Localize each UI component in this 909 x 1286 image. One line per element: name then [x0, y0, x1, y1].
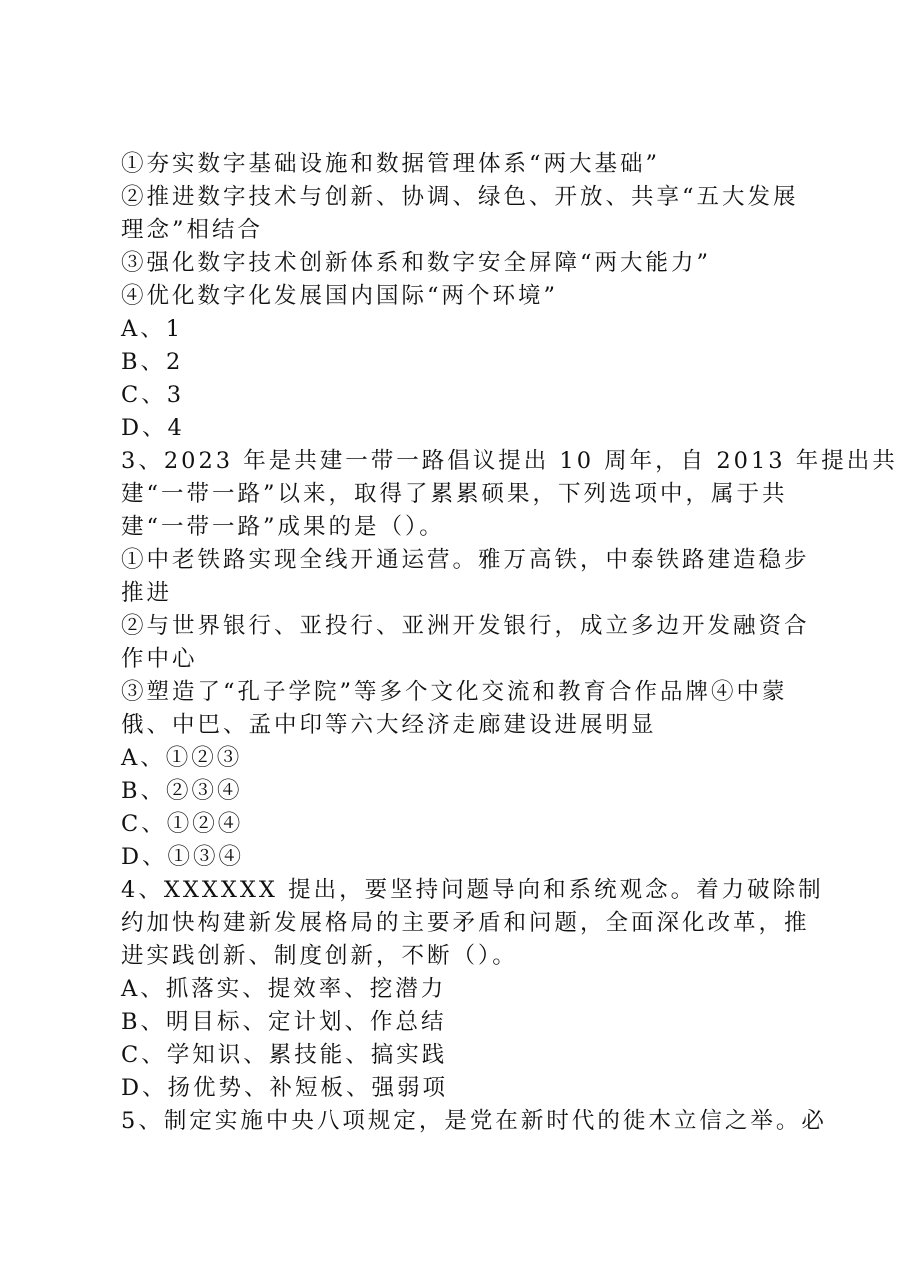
- option-item-1: ①夯实数字基础设施和数据管理体系“两大基础”: [121, 151, 661, 177]
- q3-answer-choice-a: A、①②③: [121, 745, 243, 771]
- q4-answer-choice-d: D、扬优势、补短板、强弱项: [121, 1075, 449, 1101]
- q3-option-item-2: ②与世界银行、亚投行、亚洲开发银行，成立多边开发融资合: [121, 613, 810, 639]
- option-item-4: ④优化数字化发展国内国际“两个环境”: [121, 283, 559, 309]
- option-item-3: ③强化数字技术创新体系和数字安全屏障“两大能力”: [121, 250, 712, 276]
- question-5-stem: 5、制定实施中央八项规定，是党在新时代的徙木立信之举。必: [121, 1108, 827, 1134]
- answer-choice-c: C、3: [121, 382, 185, 408]
- question-3-stem-cont: 建“一带一路”以来，取得了累累硕果，下列选项中，属于共: [121, 481, 788, 507]
- question-4-stem: 4、XXXXXX 提出，要坚持问题导向和系统观念。着力破除制: [121, 877, 824, 903]
- question-4-stem-cont: 约加快构建新发展格局的主要矛盾和问题，全面深化改革，推: [121, 910, 810, 936]
- q3-option-item-2-cont: 作中心: [121, 646, 198, 672]
- option-item-2: ②推进数字技术与创新、协调、绿色、开放、共享“五大发展: [121, 184, 799, 210]
- q3-answer-choice-b: B、②③④: [121, 778, 243, 804]
- q3-answer-choice-d: D、①③④: [121, 844, 245, 870]
- q4-answer-choice-a: A、抓落实、提效率、挖潜力: [121, 976, 447, 1002]
- q3-answer-choice-c: C、①②④: [121, 811, 244, 837]
- q4-answer-choice-b: B、明目标、定计划、作总结: [121, 1009, 447, 1035]
- question-3-stem: 3、2023 年是共建一带一路倡议提出 10 周年，自 2013 年提出共: [121, 448, 898, 474]
- q3-option-item-3: ③塑造了“孔子学院”等多个文化交流和教育合作品牌④中蒙: [121, 679, 788, 705]
- answer-choice-b: B、2: [121, 349, 184, 375]
- question-4-stem-cont: 进实践创新、制度创新，不断（）。: [121, 943, 518, 969]
- q3-option-item-1-cont: 推进: [121, 580, 173, 606]
- q3-option-item-1: ①中老铁路实现全线开通运营。雅万高铁，中泰铁路建造稳步: [121, 547, 810, 573]
- answer-choice-a: A、1: [121, 316, 184, 342]
- option-item-2-cont: 理念”相结合: [121, 217, 264, 243]
- answer-choice-d: D、4: [121, 415, 185, 441]
- q3-option-item-4-cont: 俄、中巴、孟中印等六大经济走廊建设进展明显: [121, 712, 657, 738]
- q4-answer-choice-c: C、学知识、累技能、搞实践: [121, 1042, 448, 1068]
- question-3-stem-cont: 建“一带一路”成果的是（）。: [121, 514, 445, 540]
- document-body: [121, 148, 898, 1138]
